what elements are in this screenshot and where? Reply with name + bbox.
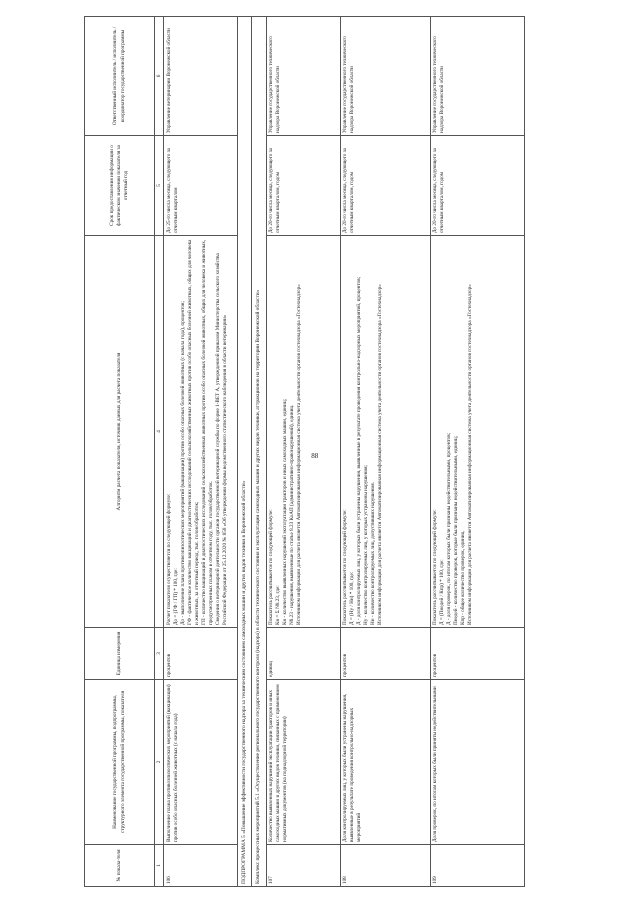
column-number: 5 — [155, 136, 164, 236]
algorithm-line: Показатель рассчитывается по следующей формуле: — [432, 509, 439, 625]
algorithm-line: Д = (Ну / Нн) * 100, где: — [349, 571, 356, 625]
algorithm-line: Кн = Σ N8.23, где: — [275, 585, 282, 625]
row-unit: процентов — [164, 628, 238, 680]
algorithm-line: Нн - количество контролируемых лиц, допустивших нарушения. — [370, 482, 377, 625]
column-number: 1 — [155, 845, 164, 887]
algorithm-line: Показатель рассчитывается по следующей формуле: — [342, 509, 349, 625]
header-unit: Единица измерения — [85, 628, 155, 680]
column-number: 3 — [155, 628, 164, 680]
row-name: Доля контролируемых лиц, у которых были устранены нарушения, выявленные в результате проведения контрольно-надзорных мероприятий — [340, 680, 430, 845]
row-name: Выполнение плана противоэпизоотических мероприятий (вакцинации) против особо опасных болезней животных (с начала года) — [164, 680, 238, 845]
row-deadline: До 25-го числа месяца, следующего за отчетным кварталом — [164, 136, 238, 236]
row-unit: единиц — [266, 628, 340, 680]
algorithm-line: Сведения о ветеринарной деятельности органов государственной ветеринарной службы по форме 1-ВЕТ А, утвержденной приказом Министерства сельского хозяйства Российской Федерации от 25.12.2020 № 858 «Об утверждении формы ведомственного статистического наблюдения в области ветеринарии» — [214, 253, 228, 625]
algorithm-line: Пнедей - количество проверок, которые были признаны недействительными, единиц; — [453, 435, 460, 625]
row-deadline: До 20-го числа месяца, следующего за отчетным кварталом, годом — [266, 136, 340, 236]
complex-measure-row — [252, 17, 266, 887]
table-row — [266, 17, 340, 887]
row-responsible: Управление ветеринарии Воронежской области — [164, 17, 238, 136]
indicators-table — [84, 16, 525, 887]
algorithm-line: Источником информации для расчета является Автоматизированная информационная система учета деятельности органов гостехнадзора «Гостехнадзор» — [467, 284, 474, 625]
row-num: 108 — [340, 845, 430, 887]
row-responsible: Управление государственного технического надзора Воронежской области — [340, 17, 430, 136]
row-name: Доля проверок, по итогам которых были приняты недействительными — [430, 680, 524, 845]
table-row — [430, 17, 524, 887]
subprogram-title: ПОДПРОГРАММА 5 «Повышение эффективности государственного надзора за техническим состоянием самоходных машин и других видов техники в Воронежской области» — [238, 17, 252, 887]
column-number: 2 — [155, 680, 164, 845]
algorithm-line: Ну - количество контролируемых лиц, у которых устранены нарушения; — [363, 465, 370, 625]
row-name: Количество выявленных нарушений эксплуатации тракторов и иных самоходных машин и других видов техники, связанных с применением нормативных документов (на поднадзорной территории) — [266, 680, 340, 845]
header-num: № показа-теля — [85, 845, 155, 887]
algorithm-line: Кпр - общее количество проверок, единиц. — [460, 530, 467, 625]
row-deadline: До 20-го числа месяца, следующего за отчетным кварталом, годом — [430, 136, 524, 236]
table-row — [164, 17, 238, 887]
row-num: 106 — [164, 845, 238, 887]
algorithm-line: Д - доля контролируемых лиц, у которых были устранены нарушения, выявленные в результате проведения контрольно-надзорных мероприятий, процентов; — [356, 276, 363, 625]
row-unit: процентов — [340, 628, 430, 680]
subprogram-row — [238, 17, 252, 887]
header-row — [85, 17, 155, 887]
header-name: Наименование государственной программы, подпрограммы, структурного элемента государственной программы, показателя — [85, 680, 155, 845]
algorithm-line: Расчет показателя осуществляется по следующей формуле: — [165, 493, 172, 625]
algorithm-line: Д = (Пнедей / Кпр) * 100, где: — [439, 559, 446, 625]
algorithm-line: Источником информации для расчета является Автоматизированная информационная система учета деятельности органов гостехнадзора «Гостехнадзор» — [377, 284, 384, 625]
table-row — [340, 17, 430, 887]
header-algorithm: Алгоритм расчета показателя, источник данных для расчета показателя — [85, 236, 155, 628]
algorithm-line: Источником информации для расчета является Автоматизированная информационная система учета деятельности органов гостехнадзора «Гостехнадзор» — [296, 284, 303, 625]
row-responsible: Управление государственного технического надзора Воронежской области — [430, 17, 524, 136]
algorithm-line: Показатель рассчитывается по следующей формуле: — [268, 509, 275, 625]
algorithm-line: До = (ГФ / ГП) * 100, где: — [172, 568, 179, 625]
algorithm-line: Д - доля проверок, по итогам которых были признаны недействительными, процентов; — [446, 432, 453, 625]
row-algorithm — [266, 236, 340, 628]
row-unit: процентов — [430, 628, 524, 680]
row-algorithm — [430, 236, 524, 628]
algorithm-line: Кн - количество выявленных нарушений эксплуатации тракторов и иных самоходных машин, единиц; — [282, 398, 289, 625]
complex-measure-title: Комплекс процессных мероприятий 5.1 «Осуществление регионального государственного контроля (надзора) в области технического состояния и эксплуатации самоходных машин и других видов техники, аттракционов на территории Воронежской области» — [252, 17, 266, 887]
algorithm-line: ГП - количество вакцинаций и диагностических исследований сельскохозяйственных животных против особо опасных болезней животных, общих для человека и животных, предусмотренных планом в отчетном году, тыс. голов/обработок. — [200, 239, 214, 625]
row-deadline: До 20-го числа месяца, следующего за отчетным кварталом, годом — [340, 136, 430, 236]
column-numbers-row — [155, 17, 164, 887]
row-algorithm — [340, 236, 430, 628]
algorithm-line: N8.23 - нарушения, выявленные по статье 8.23 КоАП (административно-правонарушений), единиц. — [289, 404, 296, 625]
header-responsible: Ответственный исполнитель / исполнитель / координатор государственной программы — [85, 17, 155, 136]
row-num: 107 — [266, 845, 340, 887]
column-number: 4 — [155, 236, 164, 628]
column-number: 6 — [155, 17, 164, 136]
algorithm-line: До - выполнение плана противоэпизоотических мероприятий (вакцинации) против особо опасных болезней животных (с начала года), процентов; — [179, 301, 186, 625]
header-deadline: Срок предоставления информации о фактическом значении показателя за отчетный год — [85, 136, 155, 236]
row-num: 109 — [430, 845, 524, 887]
page-number: 88 — [311, 451, 319, 460]
algorithm-line: ГФ - фактическое количество вакцинаций и диагностических исследований сельскохозяйственных животных против особо опасных болезней животных, общих для человека и животных, за отчетный период, тыс. голов/обработок; — [186, 239, 200, 625]
row-responsible: Управление государственного технического надзора Воронежской области — [266, 17, 340, 136]
row-algorithm — [164, 236, 238, 628]
